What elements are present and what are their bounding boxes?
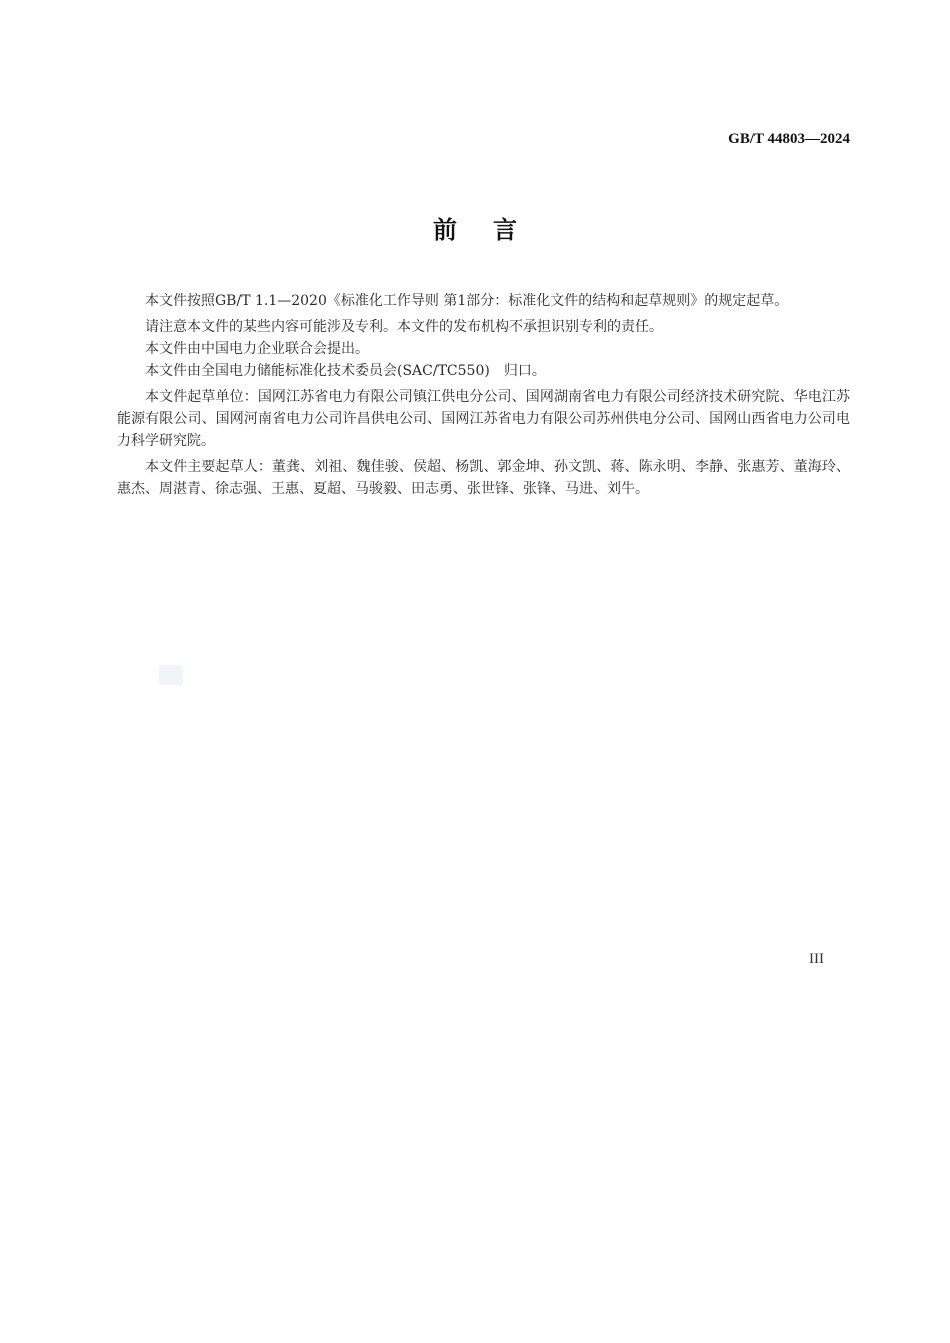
paragraph-drafters: 本文件主要起草人：董龚、刘祖、魏佳骏、侯超、杨凯、郭金坤、孙文凯、蒋、陈永明、李静、张惠芳、董海玲、惠杰、周湛青、徐志强、王惠、夏超、马骏毅、田志勇、张世锋、张锋、马进、刘牛。 bbox=[117, 459, 850, 497]
document-body bbox=[117, 290, 850, 504]
paragraph-proposer: 本文件由中国电力企业联合会提出。 bbox=[145, 341, 369, 357]
page-number: III bbox=[809, 951, 824, 967]
standard-number: GB/T 44803—2024 bbox=[728, 131, 850, 147]
paragraph-patent-notice: 请注意本文件的某些内容可能涉及专利。本文件的发布机构不承担识别专利的责任。 bbox=[145, 319, 663, 335]
watermark-logo-icon bbox=[159, 665, 183, 685]
paragraph-committee: 本文件由全国电力储能标准化技术委员会(SAC/TC550) 归口。 bbox=[145, 363, 546, 379]
page-title: 前言 bbox=[433, 216, 553, 244]
paragraph-drafting-units: 本文件起草单位：国网江苏省电力有限公司镇江供电分公司、国网湖南省电力有限公司经济技术研究院、华电江苏能源有限公司、国网河南省电力公司许昌供电公司、国网江苏省电力有限公司苏州供电分公司、国网山西省电力公司电力科学研究院。 bbox=[117, 389, 850, 449]
paragraph-drafting-rules: 本文件按照GB/T 1.1—2020《标准化工作导则 第1部分：标准化文件的结构和起草规则》的规定起草。 bbox=[145, 293, 789, 309]
